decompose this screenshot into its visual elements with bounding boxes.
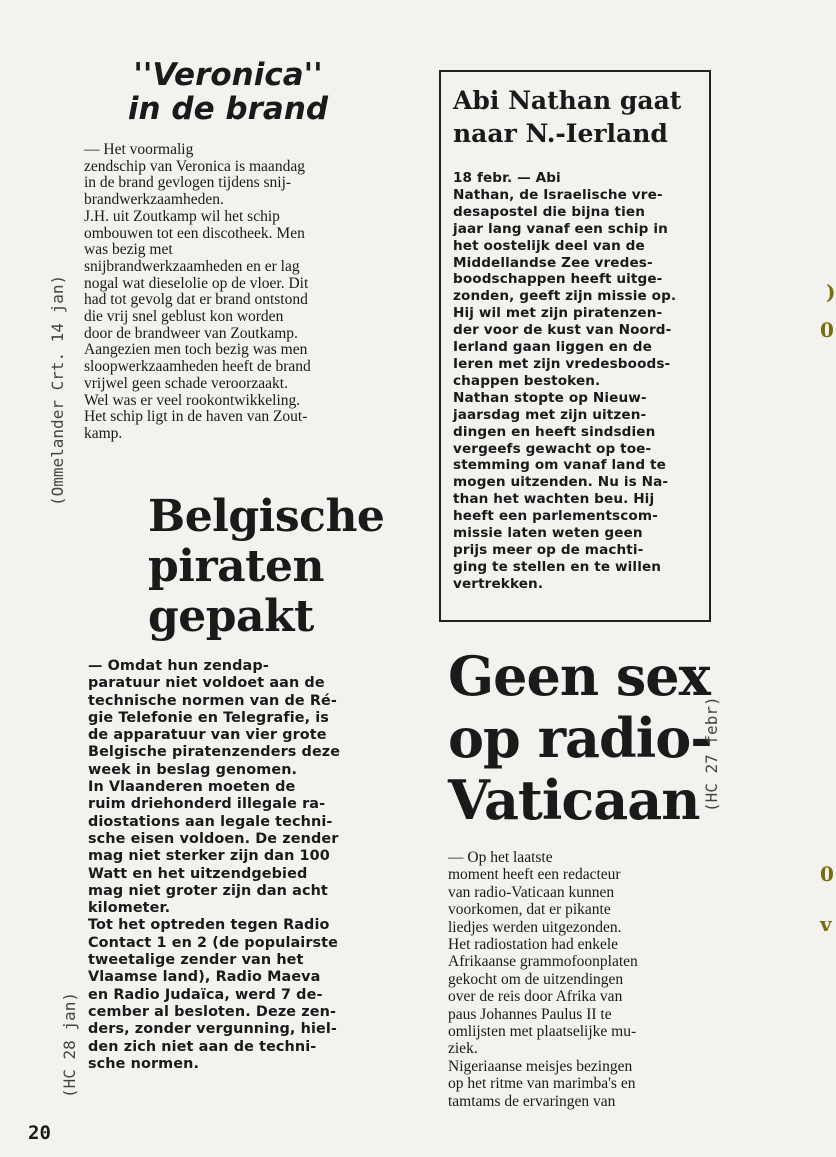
article-body: — Op het laatste moment heeft een redacteur van radio-Vaticaan kunnen voorkomen, dat er pikante liedjes werden uitgezonden. Het radiostation had enkele Afrikaanse grammofoonplaten gekocht om de uitzendingen over de reis door Afrika van paus Johannes Paulus II te omlijsten met plaatselijke mu- ziek. Nigeriaanse meisjes bezingen op het ritme van marimba's en tamtams de ervaringen van <box>448 849 638 1110</box>
article-radio-vaticaan <box>448 645 733 1110</box>
article-body: 18 febr. — Abi Nathan, de Israelische vre- desapostel die bijna tien jaar lang vanaf een schip in het oostelijk deel van de Middellandse Zee vredes- boodschappen heeft uitge- zonden, geeft zijn missie op. Hij wil met zijn piratenzen- der voor de kust van Noord- Ierland gaan liggen en de Ieren met zijn vredesboods- chappen bestoken. Nathan stopte op Nieuw- jaarsdag met zijn uitzen- dingen en heeft sindsdien vergeefs gewacht op toe- stemming om vanaf land te mogen uitzenden. Nu is Na- than het wachten beu. Hij heeft een parlementscom- missie laten weten geen prijs meer op de machti- ging te stellen en te willen vertrekken. <box>453 170 677 592</box>
binding-hole-mark: v <box>820 912 832 936</box>
binding-hole-mark: 0 <box>820 862 834 886</box>
article-veronica <box>84 58 384 443</box>
article-title: Geen sex op radio- Vaticaan <box>448 644 712 832</box>
binding-hole-mark: ) <box>826 280 836 304</box>
article-title: Abi Nathan gaat naar N.-Ierland <box>453 86 682 148</box>
article-abi-nathan <box>439 70 711 622</box>
source-label: (HC 28 jan) <box>60 992 79 1098</box>
article-title: ''Veronica'' in de brand <box>127 57 329 127</box>
source-label: (Ommelander Crt. 14 jan) <box>48 274 67 506</box>
article-body: — Omdat hun zendap- paratuur niet voldoet aan de technische normen van de Ré- gie Telefonie en Telegrafie, is de apparatuur van vier grote Belgische piratenzenders deze week in beslag genomen. In Vlaanderen moeten de ruim driehonderd illegale ra- diostations aan legale techni- sche eisen voldoen. De zender mag niet sterker zijn dan 100 Watt en het uitzendgebied mag niet groter zijn dan acht kilometer. Tot het optreden tegen Radio Contact 1 en 2 (de populairste tweetalige zender van het Vlaamse land), Radio Maeva en Radio Judaïca, werd 7 de- cember al besloten. Deze zen- ders, zonder vergunning, hiel- den zich niet aan de techni- sche normen. <box>88 658 341 1072</box>
source-label: (HC 27 febr) <box>702 696 721 812</box>
binding-hole-mark: 0 <box>820 318 834 342</box>
article-body: — Het voormalig zendschip van Veronica is maandag in de brand gevlogen tijdens snij- brandwerkzaamheden. J.H. uit Zoutkamp wil het schip ombouwen tot een discotheek. Men was bezig met snijbrandwerkzaamheden en er lag nogal wat dieselolie op de vloer. Dit had tot gevolg dat er brand ontstond die vrij snel geblust kon worden door de brandweer van Zoutkamp. Aangezien men toch bezig was men sloopwerkzaamheden heeft de brand vrijwel geen schade veroorzaakt. Wel was er veel rookontwikkeling. Het schip ligt in de haven van Zout- kamp. <box>84 141 311 442</box>
page-number: 20 <box>28 1122 51 1144</box>
article-belgische-piraten <box>88 491 385 1073</box>
article-title: Belgische piraten gepakt <box>148 491 385 642</box>
